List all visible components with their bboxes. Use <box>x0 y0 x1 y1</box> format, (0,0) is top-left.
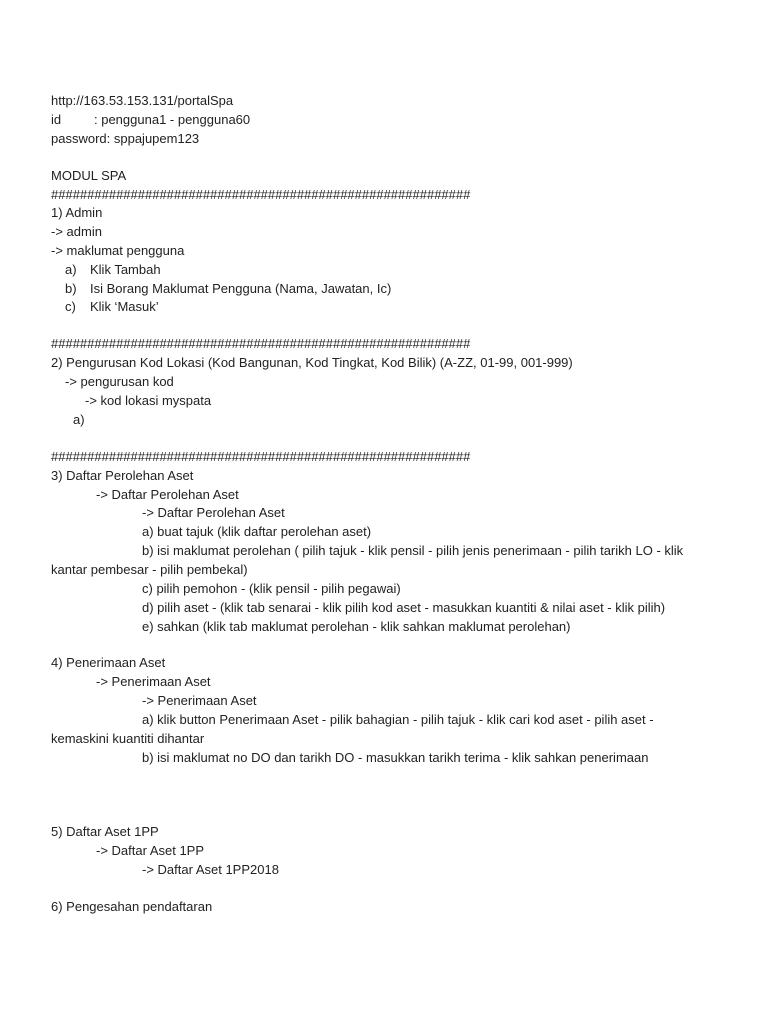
step-maklumat-pengguna: -> maklumat pengguna <box>51 243 185 258</box>
portal-url: http://163.53.153.131/portalSpa <box>51 93 234 108</box>
list-item: e) sahkan (klik tab maklumat perolehan - klik sahkan maklumat perolehan) <box>142 619 571 634</box>
list-item-continuation: kemaskini kuantiti dihantar <box>51 731 205 746</box>
list-item: b) isi maklumat perolehan ( pilih tajuk - klik pensil - pilih jenis penerimaan - pilih tarikh LO - klik <box>142 543 684 558</box>
id-line <box>51 112 250 128</box>
module-title: MODUL SPA <box>51 168 127 183</box>
list-item-continuation: kantar pembesar - pilih pembekal) <box>51 562 248 577</box>
list-item: d) pilih aset - (klik tab senarai - klik pilih kod aset - masukkan kuantiti & nilai aset - klik pilih) <box>142 600 666 615</box>
list-item <box>65 262 161 278</box>
separator: ########################################################## <box>51 336 471 351</box>
list-item-text: Klik Tambah <box>90 262 161 277</box>
separator: ########################################################## <box>51 187 471 202</box>
section-heading-aset-1pp: 5) Daftar Aset 1PP <box>51 824 159 839</box>
id-label: id <box>51 112 62 127</box>
section-heading-admin: 1) Admin <box>51 205 103 220</box>
section-heading-perolehan: 3) Daftar Perolehan Aset <box>51 468 194 483</box>
step-pengurusan-kod: -> pengurusan kod <box>65 374 174 389</box>
list-marker: a) <box>65 262 77 277</box>
list-item: b) isi maklumat no DO dan tarikh DO - masukkan tarikh terima - klik sahkan penerimaan <box>142 750 649 765</box>
separator: ########################################################## <box>51 449 471 464</box>
list-marker: a) <box>73 412 85 427</box>
list-item: c) pilih pemohon - (klik pensil - pilih pegawai) <box>142 581 401 596</box>
list-item: a) buat tajuk (klik daftar perolehan aset) <box>142 524 372 539</box>
section-heading-penerimaan: 4) Penerimaan Aset <box>51 655 166 670</box>
step-daftar-aset-1pp2018: -> Daftar Aset 1PP2018 <box>142 862 279 877</box>
step-penerimaan-aset: -> Penerimaan Aset <box>142 693 257 708</box>
list-marker: c) <box>65 299 76 314</box>
step-daftar-perolehan: -> Daftar Perolehan Aset <box>96 487 239 502</box>
section-heading-kod-lokasi: 2) Pengurusan Kod Lokasi (Kod Bangunan, Kod Tingkat, Kod Bilik) (A-ZZ, 01-99, 001-999) <box>51 355 573 370</box>
list-item <box>65 299 159 315</box>
list-item-text: Isi Borang Maklumat Pengguna (Nama, Jawatan, Ic) <box>90 281 392 296</box>
list-item: a) klik button Penerimaan Aset - pilik bahagian - pilih tajuk - klik cari kod aset - pilih aset - <box>142 712 654 727</box>
step-penerimaan-aset: -> Penerimaan Aset <box>96 674 211 689</box>
step-kod-lokasi-myspata: -> kod lokasi myspata <box>85 393 212 408</box>
id-value: : pengguna1 - pengguna60 <box>94 112 251 127</box>
section-heading-pengesahan: 6) Pengesahan pendaftaran <box>51 899 213 914</box>
list-item <box>65 281 391 297</box>
step-daftar-aset-1pp: -> Daftar Aset 1PP <box>96 843 205 858</box>
step-daftar-perolehan: -> Daftar Perolehan Aset <box>142 505 285 520</box>
list-marker: b) <box>65 281 77 296</box>
step-admin: -> admin <box>51 224 102 239</box>
password-line: password: sppajupem123 <box>51 131 200 146</box>
list-item-text: Klik ‘Masuk’ <box>90 299 159 314</box>
